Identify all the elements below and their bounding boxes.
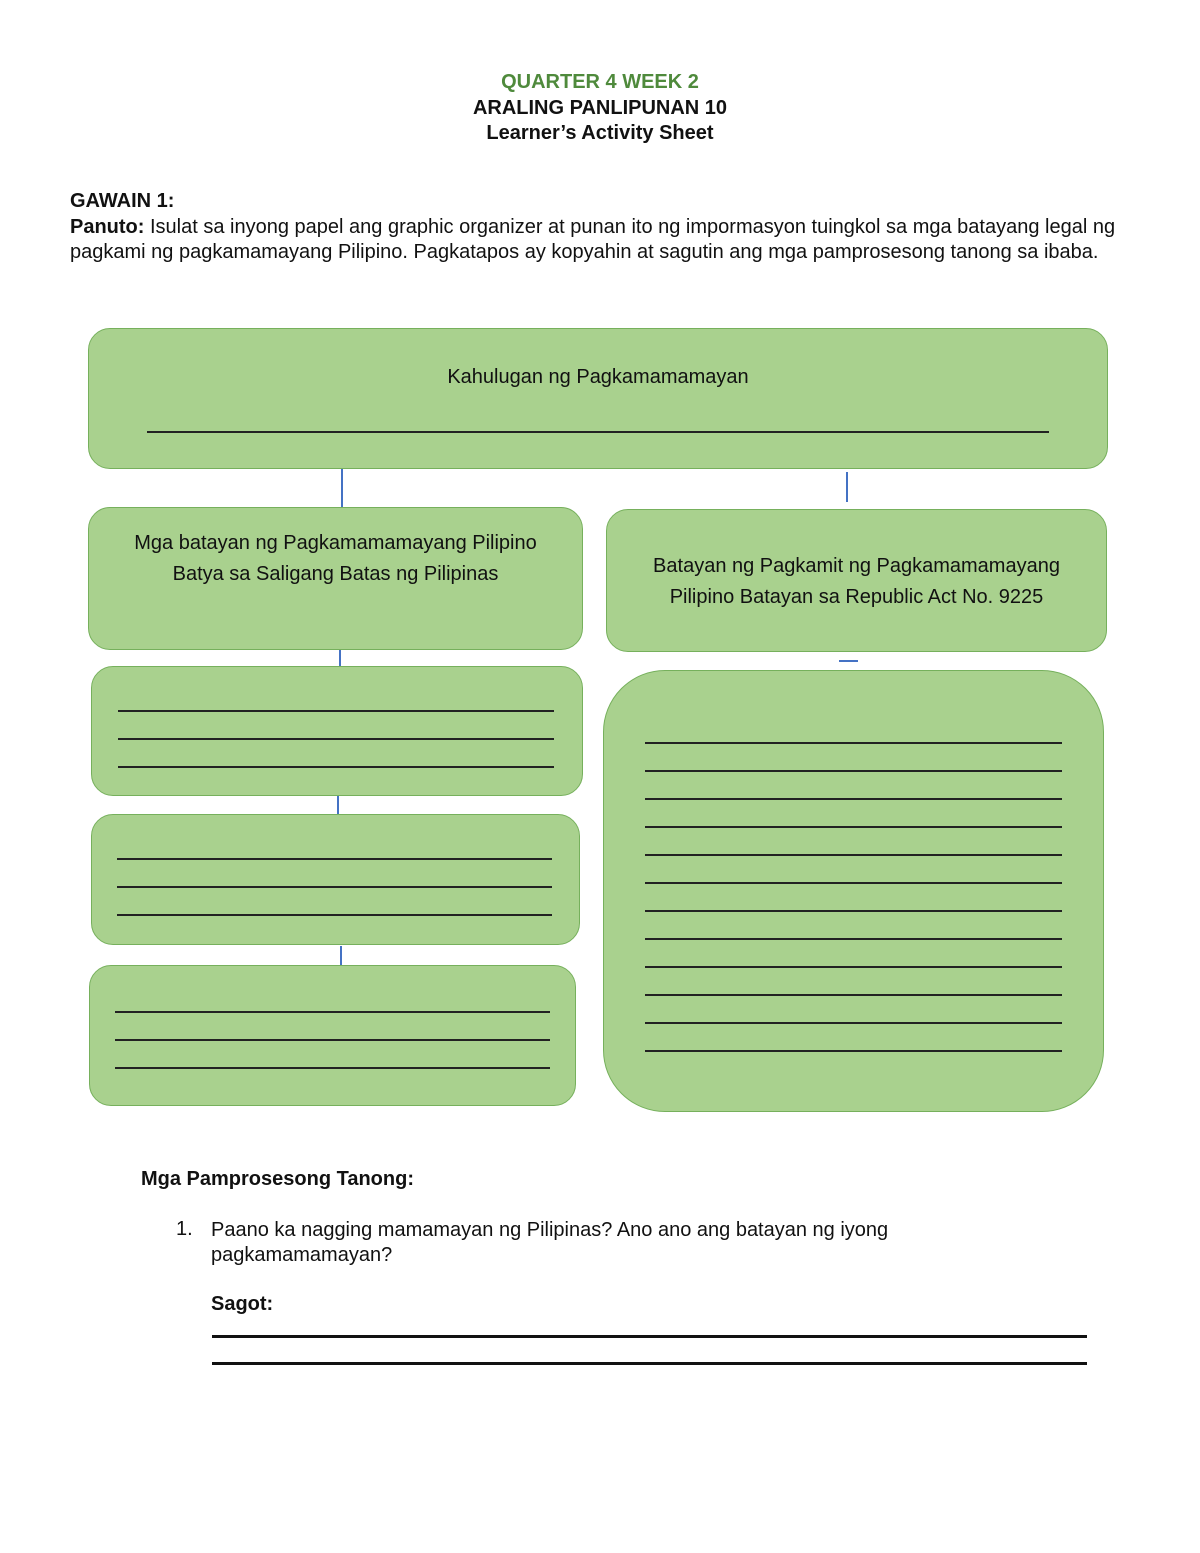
- right-box-title-line1: Batayan ng Pagkamit ng Pagkamamamayang: [653, 555, 1060, 577]
- answer-line: [645, 910, 1062, 912]
- top-box-kahulugan: [88, 328, 1108, 469]
- instructions-label: Panuto:: [70, 216, 145, 238]
- connector: [340, 946, 342, 966]
- answer-line: [118, 766, 554, 768]
- answer-line: [645, 1022, 1062, 1024]
- instructions: [70, 215, 1130, 265]
- connector: [839, 660, 858, 662]
- answer-line: [117, 858, 552, 860]
- top-box-title: Kahulugan ng Pagkamamamayan: [447, 366, 749, 388]
- answer-line: [645, 742, 1062, 744]
- answer-line: [118, 738, 554, 740]
- answer-line: [118, 710, 554, 712]
- left-box-title-line2: Batya sa Saligang Batas ng Pilipinas: [172, 563, 499, 585]
- left-answer-box-3: [89, 965, 576, 1106]
- questions-title: Mga Pamprosesong Tanong:: [141, 1168, 414, 1190]
- sheet-title: Learner’s Activity Sheet: [486, 122, 714, 144]
- answer-line: [117, 886, 552, 888]
- answer-line: [115, 1039, 550, 1041]
- instructions-text: Isulat sa inyong papel ang graphic organizer at punan ito ng impormasyon tuingkol sa mga batayang legal ng pagkami ng pagkamamayang Pilipino. Pagkatapos ay kopyahin at sagutin ang mga pamprosesong tanong sa ibaba.: [70, 216, 1116, 263]
- subject-title: ARALING PANLIPUNAN 10: [472, 97, 728, 119]
- answer-line: [645, 938, 1062, 940]
- answer-line: [645, 798, 1062, 800]
- question-number: 1.: [176, 1218, 193, 1240]
- question-text: Paano ka nagging mamamayan ng Pilipinas? Ano ano ang batayan ng iyong pagkamamamayan?: [211, 1219, 889, 1266]
- answer-line: [645, 1050, 1062, 1052]
- left-answer-box-1: [91, 666, 583, 796]
- left-answer-box-2: [91, 814, 580, 945]
- answer-line: [645, 854, 1062, 856]
- answer-line: [212, 1335, 1087, 1338]
- right-box-title-line2: Pilipino Batayan sa Republic Act No. 9225: [669, 586, 1044, 608]
- connector: [339, 650, 341, 666]
- answer-label: Sagot:: [211, 1293, 274, 1315]
- activity-title: GAWAIN 1:: [70, 190, 175, 212]
- answer-line: [645, 966, 1062, 968]
- answer-line: [645, 994, 1062, 996]
- answer-line: [115, 1011, 550, 1013]
- answer-line: [212, 1362, 1087, 1365]
- right-box-ra-9225: [606, 509, 1107, 652]
- answer-line: [117, 914, 552, 916]
- connector: [341, 469, 343, 507]
- left-box-title-line1: Mga batayan ng Pagkamamamayang Pilipino: [134, 532, 537, 554]
- answer-line: [645, 882, 1062, 884]
- quarter-week-title: QUARTER 4 WEEK 2: [501, 71, 699, 93]
- left-box-saligang-batas: [88, 507, 583, 650]
- top-box-answer-line: [147, 431, 1049, 433]
- answer-line: [115, 1067, 550, 1069]
- answer-line: [645, 770, 1062, 772]
- answer-line: [645, 826, 1062, 828]
- connector: [846, 472, 848, 502]
- connector: [337, 796, 339, 814]
- right-answer-box: [603, 670, 1104, 1112]
